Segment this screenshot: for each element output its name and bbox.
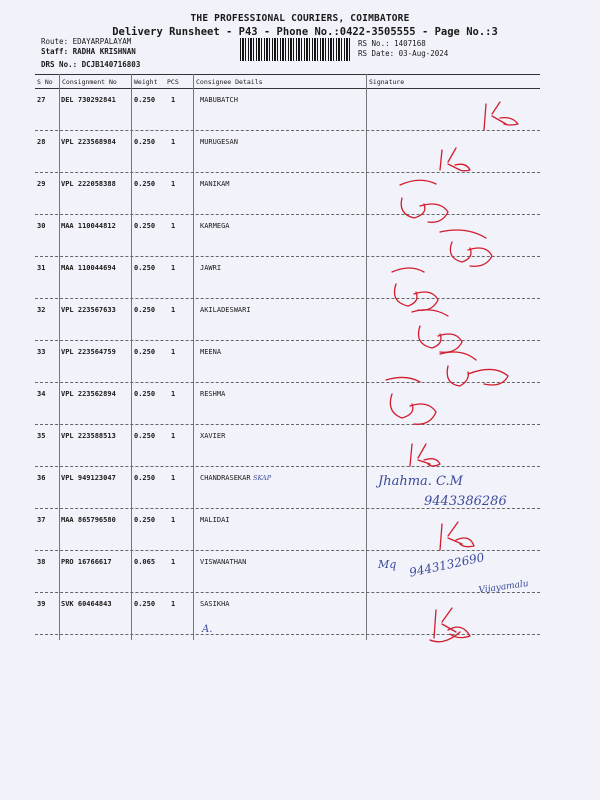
row-weight: 0.250 <box>134 264 156 272</box>
row-sno: 33 <box>37 348 46 356</box>
row-weight: 0.250 <box>134 516 156 524</box>
handwritten-phone: 9443132690 <box>408 550 486 580</box>
row-pcs: 1 <box>171 558 176 566</box>
row-consignment: PRO 16766617 <box>61 558 112 566</box>
row-weight: 0.250 <box>134 600 156 608</box>
row-consignee: JAWRI <box>200 264 222 272</box>
row-consignee: XAVIER <box>200 432 226 440</box>
row-consignment: DEL 730292841 <box>61 96 116 104</box>
row-weight: 0.250 <box>134 180 156 188</box>
row-weight: 0.065 <box>134 558 156 566</box>
col-header-consignee: Consignee Details <box>196 78 263 86</box>
row-pcs: 1 <box>171 96 176 104</box>
document-subtitle: Delivery Runsheet - P43 - Phone No.:0422-3505555 - Page No.:3 <box>112 26 498 38</box>
row-divider <box>35 130 540 131</box>
table-row <box>0 342 600 384</box>
col-header-signature: Signature <box>369 78 405 86</box>
row-consignee: CHANDRASEKAR <box>200 474 251 482</box>
rs-date: RS Date: 03-Aug-2024 <box>358 49 449 58</box>
row-pcs: 1 <box>171 390 176 398</box>
row-sno: 32 <box>37 306 46 314</box>
row-divider <box>35 634 540 635</box>
row-pcs: 1 <box>171 306 176 314</box>
row-sno: 36 <box>37 474 46 482</box>
table-row <box>0 132 600 174</box>
col-header-pcs: PCS <box>167 78 179 86</box>
col-header-weight: Weight <box>134 78 158 86</box>
row-weight: 0.250 <box>134 306 156 314</box>
row-pcs: 1 <box>171 264 176 272</box>
row-sno: 30 <box>37 222 46 230</box>
table-row <box>0 90 600 132</box>
row-consignment: MAA 110044694 <box>61 264 116 272</box>
rs-number: RS No.: 1407168 <box>358 39 426 48</box>
row-pcs: 1 <box>171 138 176 146</box>
row-weight: 0.250 <box>134 390 156 398</box>
row-divider <box>35 592 540 593</box>
row-weight: 0.250 <box>134 348 156 356</box>
row-consignee: MABUBATCH <box>200 96 238 104</box>
row-consignee: RESHMA <box>200 390 226 398</box>
row-weight: 0.250 <box>134 138 156 146</box>
handwritten-note: SKAP <box>253 474 272 482</box>
row-sno: 39 <box>37 600 46 608</box>
row-divider <box>35 256 540 257</box>
staff-label: Staff: RADHA KRISHNAN <box>41 47 136 56</box>
row-sno: 34 <box>37 390 46 398</box>
table-row <box>0 510 600 552</box>
table-row <box>0 426 600 468</box>
row-weight: 0.250 <box>134 222 156 230</box>
row-divider <box>35 382 540 383</box>
row-consignee: KARMEGA <box>200 222 230 230</box>
route-label: Route: EDAYARPALAYAM <box>41 37 132 46</box>
table-row <box>0 258 600 300</box>
row-divider <box>35 550 540 551</box>
row-consignment: VPL 222058388 <box>61 180 116 188</box>
table-row <box>0 174 600 216</box>
row-divider <box>35 340 540 341</box>
table-row <box>0 384 600 426</box>
table-row <box>0 216 600 258</box>
row-consignment: VPL 223567633 <box>61 306 116 314</box>
row-consignee: MANIKAM <box>200 180 230 188</box>
handwritten-name: Vijayamalu <box>478 578 530 596</box>
runsheet-rows <box>0 90 600 636</box>
table-top-rule <box>35 74 540 75</box>
row-consignment: VPL 223568984 <box>61 138 116 146</box>
row-pcs: 1 <box>171 348 176 356</box>
handwritten-mark: A. <box>202 624 213 635</box>
row-sno: 29 <box>37 180 46 188</box>
handwritten-initials: Mq <box>378 558 397 571</box>
row-consignment: MAA 865796580 <box>61 516 116 524</box>
col-header-consignment: Consignment No <box>62 78 117 86</box>
row-weight: 0.250 <box>134 474 156 482</box>
row-consignment: VPL 949123047 <box>61 474 116 482</box>
row-consignee: MALIDAI <box>200 516 230 524</box>
row-pcs: 1 <box>171 474 176 482</box>
row-consignee: AKILADESWARI <box>200 306 251 314</box>
row-sno: 28 <box>37 138 46 146</box>
handwritten-name: Jhahma. C.M <box>378 474 463 489</box>
row-sno: 27 <box>37 96 46 104</box>
row-weight: 0.250 <box>134 96 156 104</box>
handwritten-phone: 9443386286 <box>424 494 507 509</box>
row-divider <box>35 466 540 467</box>
row-consignee: SASIKHA <box>200 600 230 608</box>
row-pcs: 1 <box>171 180 176 188</box>
row-consignment: VPL 223564759 <box>61 348 116 356</box>
row-pcs: 1 <box>171 222 176 230</box>
row-pcs: 1 <box>171 516 176 524</box>
row-sno: 35 <box>37 432 46 440</box>
row-consignment: VPL 223562894 <box>61 390 116 398</box>
row-divider <box>35 214 540 215</box>
drs-number: DRS No.: DCJB140716803 <box>41 60 141 69</box>
document-title: THE PROFESSIONAL COURIERS, COIMBATORE <box>190 13 410 24</box>
row-divider <box>35 172 540 173</box>
table-row <box>0 300 600 342</box>
row-pcs: 1 <box>171 432 176 440</box>
row-consignment: MAA 110044812 <box>61 222 116 230</box>
row-sno: 31 <box>37 264 46 272</box>
row-weight: 0.250 <box>134 432 156 440</box>
row-consignee: MEENA <box>200 348 222 356</box>
row-consignment: SVK 60464843 <box>61 600 112 608</box>
row-divider <box>35 424 540 425</box>
row-consignee: VISWANATHAN <box>200 558 247 566</box>
barcode <box>240 38 352 61</box>
row-divider <box>35 298 540 299</box>
table-row <box>0 468 600 510</box>
row-consignment: VPL 223588513 <box>61 432 116 440</box>
col-header-sno: S No <box>37 78 53 86</box>
header-bottom-rule <box>35 88 540 89</box>
table-row <box>0 594 600 636</box>
row-pcs: 1 <box>171 600 176 608</box>
row-consignee: MURUGESAN <box>200 138 238 146</box>
row-sno: 38 <box>37 558 46 566</box>
row-sno: 37 <box>37 516 46 524</box>
